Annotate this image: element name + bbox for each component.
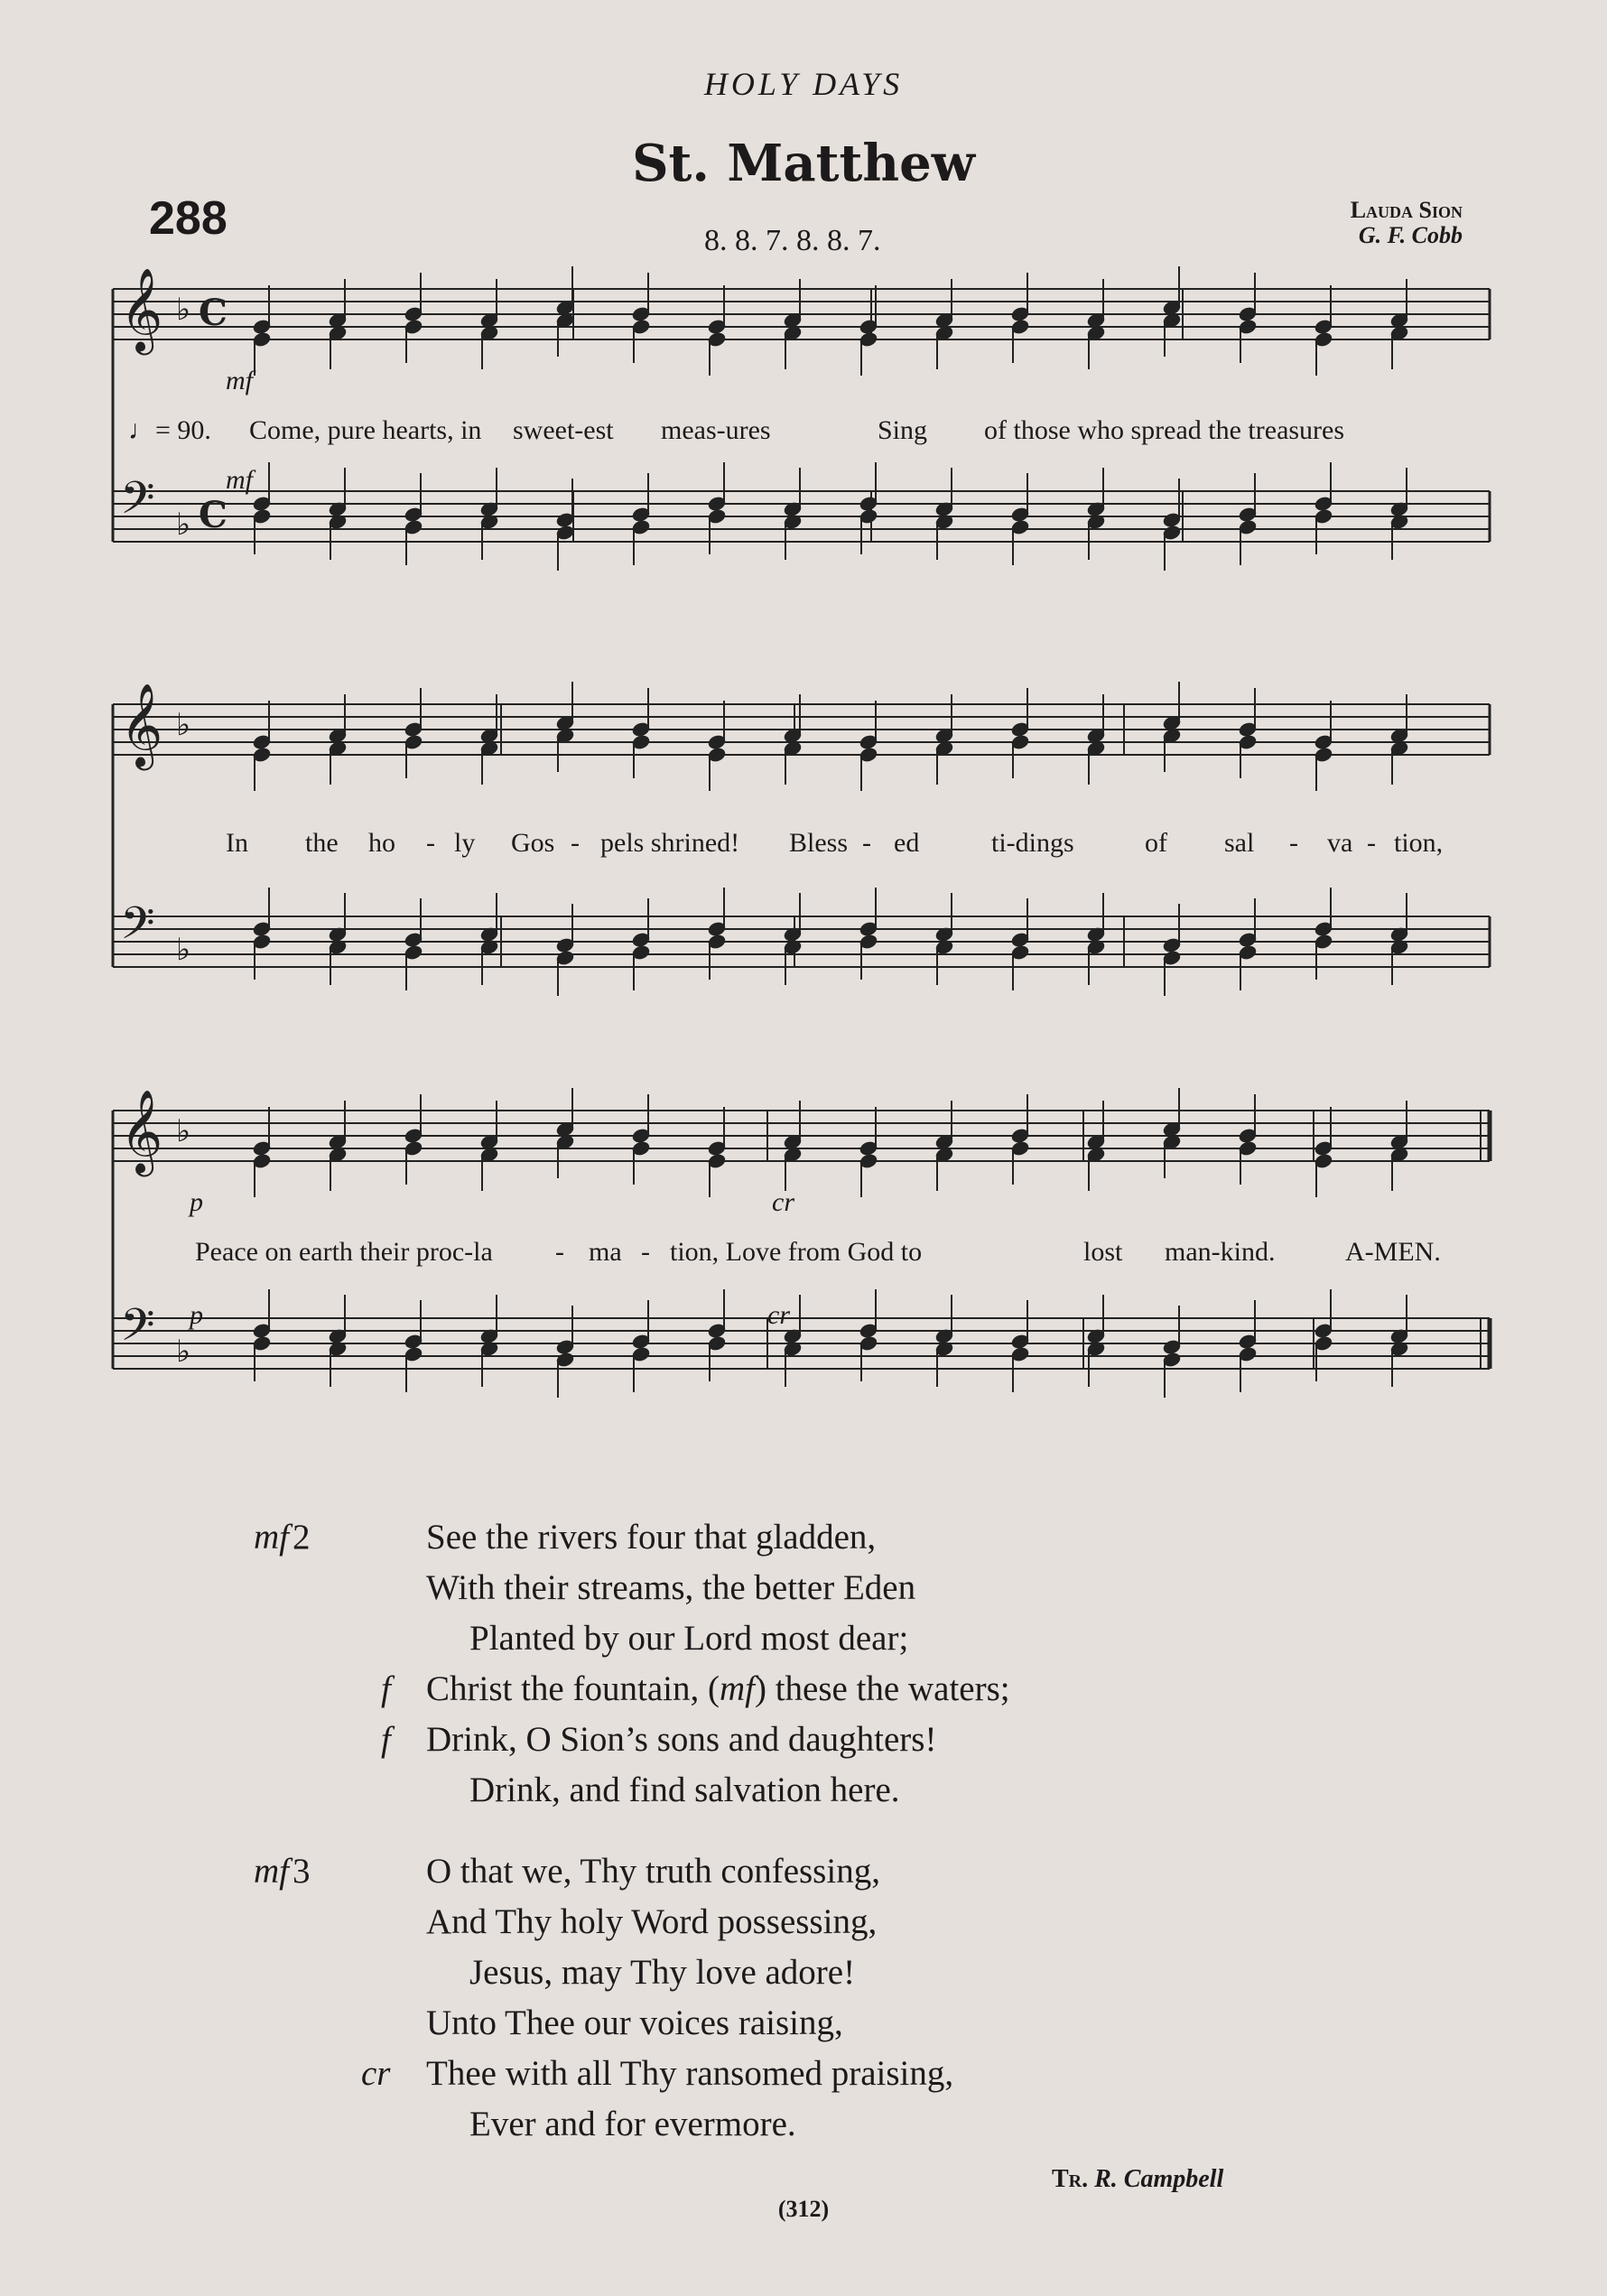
hymn-title: St. Matthew bbox=[632, 134, 975, 193]
verse-text: O that we, Thy truth confessing, bbox=[426, 1852, 880, 1891]
lyric-syllable: tion, Love from God to bbox=[670, 1237, 923, 1267]
lyric-syllable: ed bbox=[894, 828, 920, 858]
translator-prefix: Tr. bbox=[1052, 2165, 1089, 2193]
dynamic-mark: f bbox=[381, 1669, 391, 1708]
hymn-number: 288 bbox=[149, 192, 228, 245]
verse-line bbox=[254, 1846, 1010, 1897]
verse-text: Christ the fountain, (mf) these the waters; bbox=[426, 1669, 1010, 1708]
lyric-syllable: - bbox=[571, 828, 580, 858]
lyric-syllable: meas-ures bbox=[661, 415, 771, 445]
bass-clef-icon: 𝄢 bbox=[120, 472, 155, 535]
dynamic-mark: cr bbox=[361, 2054, 391, 2093]
treble-clef-icon: 𝄞 bbox=[120, 1089, 163, 1173]
flat-icon: ♭ bbox=[176, 1334, 191, 1370]
dynamic-mark: mf bbox=[254, 1852, 289, 1891]
dynamic-p-treble-3: p bbox=[190, 1187, 203, 1217]
lyric-syllable: of those who spread the treasures bbox=[984, 415, 1345, 445]
verse-line bbox=[316, 1897, 1010, 1947]
lyric-syllable: ti-dings bbox=[991, 828, 1074, 858]
treble-clef-icon: 𝄞 bbox=[120, 683, 163, 767]
tune-name: Lauda Sion bbox=[1350, 197, 1463, 223]
lyric-syllable: sal bbox=[1224, 828, 1255, 858]
lyric-syllable: ma bbox=[589, 1237, 622, 1267]
lyric-syllable: va bbox=[1327, 828, 1353, 858]
dynamic-mf-treble-1: mf bbox=[226, 366, 253, 395]
verse-line bbox=[316, 1613, 1010, 1664]
lyric-syllable: sweet-est bbox=[513, 415, 614, 445]
verse-3 bbox=[254, 1846, 1010, 2150]
verse-text: Planted by our Lord most dear; bbox=[469, 1619, 909, 1658]
translator-credit bbox=[1052, 2165, 1223, 2194]
lyric-syllable: the bbox=[305, 828, 339, 858]
lyric-syllable: pels shrined! bbox=[600, 828, 740, 858]
verse-line bbox=[316, 1765, 1010, 1816]
verse-text: Drink, O Sion’s sons and daughters! bbox=[426, 1720, 937, 1759]
flat-icon: ♭ bbox=[176, 932, 191, 968]
flat-icon: ♭ bbox=[176, 507, 191, 543]
common-time-icon: C bbox=[199, 292, 228, 334]
verse-line bbox=[316, 1664, 1010, 1715]
translator-name: R. Campbell bbox=[1094, 2165, 1224, 2193]
lyric-syllable: A-MEN. bbox=[1345, 1237, 1441, 1267]
verse-text: Ever and for evermore. bbox=[469, 2105, 796, 2143]
verse-line bbox=[316, 1947, 1010, 1998]
bass-clef-icon: 𝄢 bbox=[120, 1299, 155, 1362]
dynamic-cr-treble-3: cr bbox=[772, 1187, 794, 1217]
tempo-marking: ♩= 90. bbox=[128, 415, 211, 445]
lyric-syllable: - bbox=[426, 828, 435, 858]
lyric-syllable: - bbox=[641, 1237, 650, 1267]
verse-line bbox=[254, 1512, 1010, 1563]
lyric-syllable: man-kind. bbox=[1165, 1237, 1276, 1267]
lyric-syllable: lost bbox=[1083, 1237, 1123, 1267]
verse-text: Drink, and find salvation here. bbox=[469, 1771, 900, 1809]
section-heading: HOLY DAYS bbox=[703, 66, 904, 102]
treble-clef-icon: 𝄞 bbox=[120, 267, 163, 351]
flat-icon: ♭ bbox=[176, 707, 191, 743]
verse-line bbox=[316, 1715, 1010, 1765]
composer-name: G. F. Cobb bbox=[1358, 222, 1463, 248]
dynamic-mark: f bbox=[381, 1720, 391, 1759]
verse-line bbox=[316, 2099, 1010, 2150]
verse-text: With their streams, the better Eden bbox=[426, 1568, 916, 1607]
lyric-syllable: Peace on earth their proc-la bbox=[195, 1237, 493, 1267]
lyric-syllable: In bbox=[226, 828, 248, 858]
lyric-syllable: - bbox=[1289, 828, 1298, 858]
verse-text: And Thy holy Word possessing, bbox=[426, 1902, 878, 1941]
flat-icon: ♭ bbox=[176, 1113, 191, 1149]
dynamic-cr-bass-3: cr bbox=[767, 1300, 790, 1330]
dynamic-mark: mf bbox=[719, 1669, 755, 1708]
lyric-syllable: ho bbox=[368, 828, 395, 858]
lyric-syllable: tion, bbox=[1394, 828, 1444, 858]
dynamic-p-bass-3: p bbox=[190, 1300, 203, 1330]
lyric-syllable: - bbox=[862, 828, 871, 858]
lyric-syllable: - bbox=[555, 1237, 564, 1267]
lyric-syllable: Sing bbox=[878, 415, 928, 445]
flat-icon: ♭ bbox=[176, 292, 191, 328]
lyric-syllable: - bbox=[1367, 828, 1376, 858]
verse-line bbox=[316, 1563, 1010, 1613]
dynamic-mark: mf bbox=[254, 1518, 289, 1557]
verses bbox=[254, 1512, 1010, 2150]
hymn-meter: 8. 8. 7. 8. 8. 7. bbox=[704, 224, 881, 257]
lyric-syllable: Gos bbox=[511, 828, 555, 858]
verse-line bbox=[316, 1998, 1010, 2049]
verse-text: Jesus, may Thy love adore! bbox=[469, 1953, 856, 1992]
verse-text: Thee with all Thy ransomed praising, bbox=[426, 2054, 954, 2093]
verse-text: Unto Thee our voices raising, bbox=[426, 2003, 843, 2042]
lyric-syllable: ly bbox=[454, 828, 476, 858]
verse-number: 2 bbox=[293, 1518, 311, 1557]
lyric-syllable: of bbox=[1145, 828, 1167, 858]
verse-text: See the rivers four that gladden, bbox=[426, 1518, 877, 1557]
lyric-syllable: Bless bbox=[789, 828, 849, 858]
common-time-icon: C bbox=[199, 494, 228, 536]
page-number: (312) bbox=[777, 2196, 830, 2222]
verse-number: 3 bbox=[293, 1852, 311, 1891]
bass-clef-icon: 𝄢 bbox=[120, 897, 155, 961]
dynamic-mf-bass-1: mf bbox=[226, 465, 253, 495]
lyric-syllable: Come, pure hearts, in bbox=[249, 415, 482, 445]
verse-line bbox=[316, 2049, 1010, 2099]
verse-2 bbox=[254, 1512, 1010, 1816]
